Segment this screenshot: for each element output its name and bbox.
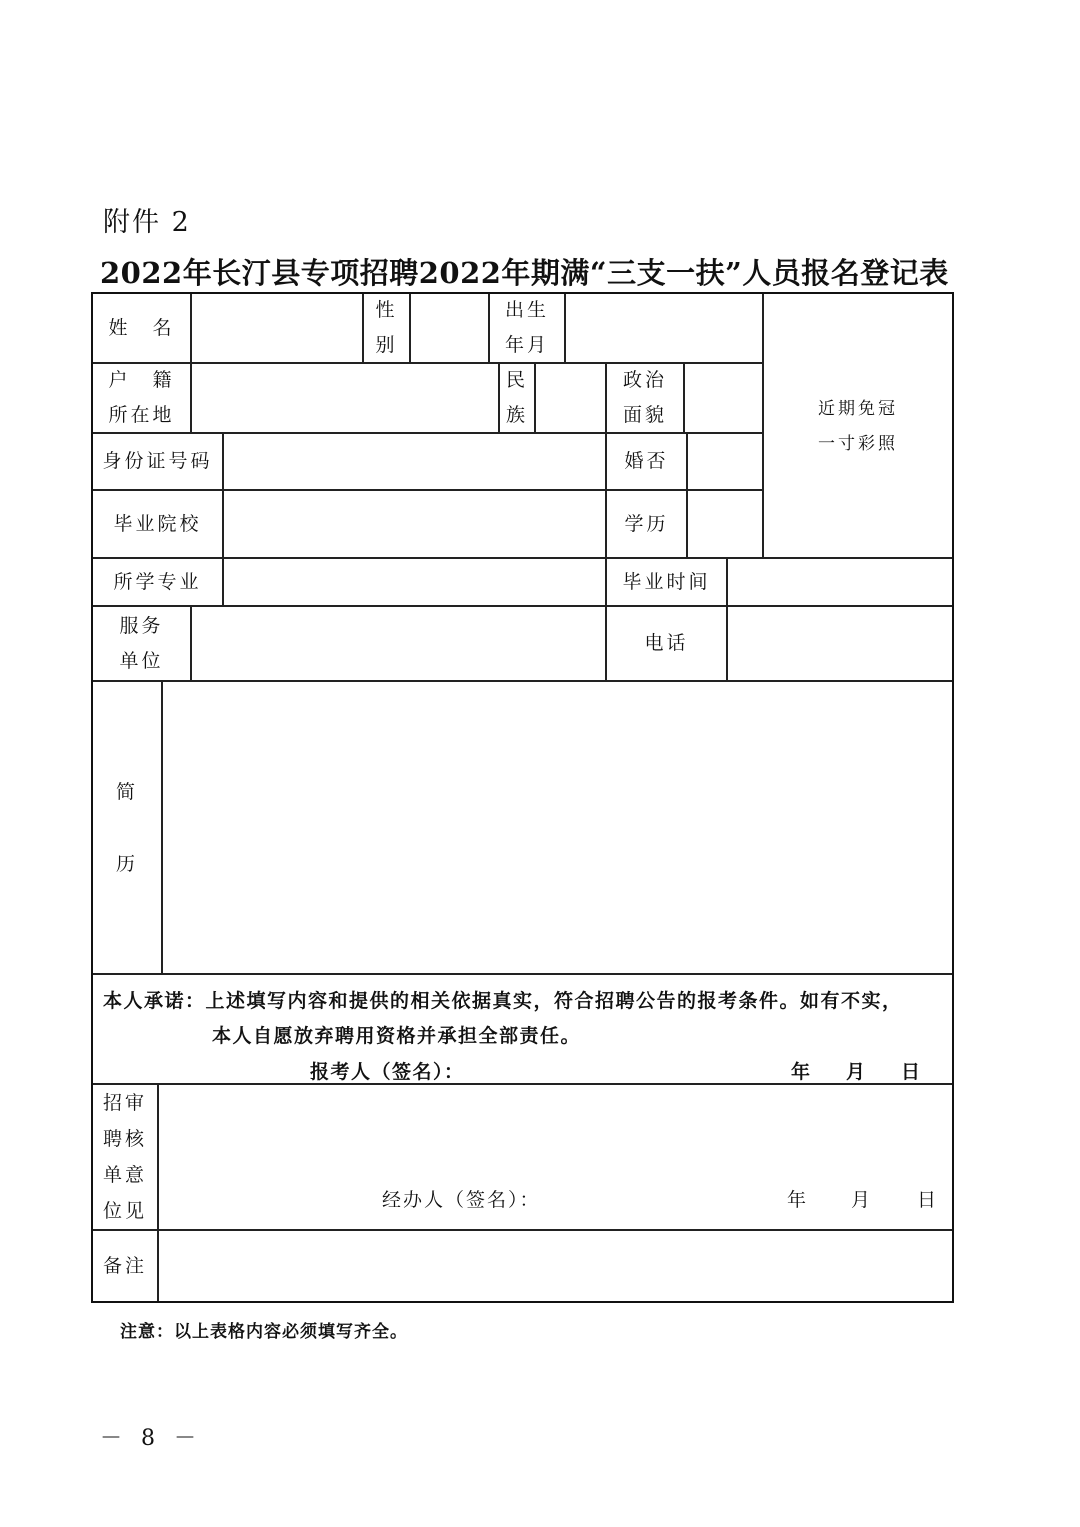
- name-label: 姓 名: [108, 316, 175, 339]
- applicant-date-month: 月: [846, 1061, 867, 1083]
- education-label: 学历: [624, 512, 669, 535]
- work-unit-label: 服务 单位: [119, 614, 164, 672]
- phone-field[interactable]: [728, 607, 952, 680]
- applicant-date-day: 日: [901, 1061, 922, 1083]
- remarks-field[interactable]: [159, 1231, 952, 1301]
- attachment-label: 附件 2: [103, 207, 191, 238]
- school-field[interactable]: [224, 491, 605, 557]
- review-label: 招审 聘核 单意 位见: [102, 1092, 147, 1222]
- form-title: 2022年长汀县专项招聘2022年期满“三支一扶”人员报名登记表: [100, 256, 949, 290]
- handler-signature-label: 经办人（签名）：: [382, 1189, 541, 1211]
- resume-field[interactable]: [163, 682, 952, 973]
- row-line: [93, 973, 952, 975]
- footnote: 注意：以上表格内容必须填写齐全。: [120, 1322, 408, 1342]
- handler-date-month: 月: [851, 1189, 873, 1211]
- marital-label: 婚否: [624, 450, 669, 472]
- ethnicity-label: 民 族: [505, 369, 528, 426]
- handler-date-day: 日: [917, 1189, 939, 1211]
- major-field[interactable]: [224, 559, 605, 605]
- applicant-date-year: 年: [791, 1061, 812, 1083]
- gender-field[interactable]: [411, 294, 488, 362]
- gender-label: 性 别: [375, 299, 398, 356]
- handler-date-year: 年: [787, 1189, 809, 1211]
- resume-label: 简 历: [115, 780, 138, 875]
- phone-label: 电话: [644, 632, 689, 654]
- school-label: 毕业院校: [113, 512, 202, 535]
- id-number-field[interactable]: [224, 434, 605, 489]
- political-label: 政治 面貌: [622, 369, 667, 426]
- page-number: － 8 －: [100, 1426, 202, 1451]
- ethnicity-field[interactable]: [536, 364, 605, 432]
- grad-time-label: 毕业时间: [622, 570, 711, 593]
- education-field[interactable]: [688, 491, 762, 557]
- major-label: 所学专业: [113, 570, 202, 593]
- work-unit-field[interactable]: [192, 607, 605, 680]
- pledge-line-2: 本人自愿放弃聘用资格并承担全部责任。: [212, 1025, 582, 1047]
- photo-box[interactable]: 近期免冠 一寸彩照: [818, 398, 898, 454]
- review-field[interactable]: [159, 1085, 952, 1229]
- id-number-label: 身份证号码: [102, 450, 213, 472]
- name-field[interactable]: [192, 294, 362, 362]
- grad-time-field[interactable]: [728, 559, 952, 605]
- marital-field[interactable]: [688, 434, 762, 489]
- birth-field[interactable]: [566, 294, 762, 362]
- applicant-signature-label: 报考人（签名）：: [310, 1061, 465, 1083]
- political-field[interactable]: [685, 364, 762, 432]
- registration-form-table: [91, 292, 954, 1303]
- remarks-label: 备注: [102, 1254, 147, 1277]
- hukou-label: 户 籍 所在地: [108, 369, 175, 426]
- birth-label: 出生 年月: [504, 299, 549, 356]
- hukou-field[interactable]: [192, 364, 498, 432]
- pledge-line-1: 本人承诺：上述填写内容和提供的相关依据真实，符合招聘公告的报考条件。如有不实，: [103, 990, 903, 1012]
